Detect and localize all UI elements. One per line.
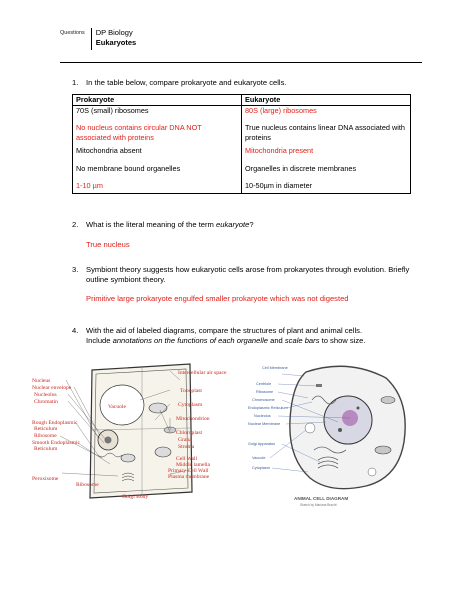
question-1 (60, 78, 416, 88)
label-chromosome: Chromosome (252, 398, 275, 402)
label-cell-membrane: Cell Membrane (262, 366, 288, 370)
question-text: With the aid of labeled diagrams, compare the structures of plant and animal cells. Include annotations on the functions of each organelle and scale bars to show size. (86, 326, 366, 345)
table-cell-text: 1-10 µm (76, 181, 103, 191)
question-3 (60, 265, 416, 285)
label-primary-cell-wall: Primary Cell Wall (168, 468, 209, 474)
label-chloroplast: Chloroplast (176, 430, 203, 436)
label-nucleolus: Nucleolus (34, 392, 57, 398)
eukaryote-cell (242, 106, 411, 194)
label-centriole: Centriole (256, 382, 272, 386)
label-rough-er: Rough Endoplasmic (32, 420, 78, 426)
label-cytoplasm: Cytoplasm (252, 466, 270, 470)
question-number: 2. (72, 220, 79, 229)
label-ribosome-bottom: Ribosome (76, 482, 99, 488)
table-cell-text: 70S (small) ribosomes (76, 106, 149, 115)
question-2 (60, 220, 416, 230)
label-golgi-apparatus: Golgi Apparatus (248, 442, 276, 446)
table-row (73, 106, 411, 194)
label-cytoplasm: Cytoplasm (178, 402, 203, 408)
label-grana: Grana (178, 437, 192, 443)
table-cell-text: No membrane bound organelles (76, 163, 181, 173)
question-number: 4. (72, 326, 79, 335)
label-mitochondrion: Mitochondrion (176, 416, 210, 422)
table-cell-text: Mitochondria present (245, 146, 314, 156)
label-plasma-membrane: Plasma membrane (168, 474, 210, 480)
question-text: In the table below, compare prokaryote and eukaryote cells. (86, 78, 287, 87)
label-vacuole: Vacuole (108, 404, 127, 410)
table-header-row (73, 95, 411, 106)
animal-cell-diagram (248, 360, 418, 510)
label-cell-wall: Cell Wall (176, 456, 198, 462)
header-eukaryote: Eukaryote (242, 95, 411, 106)
label-golgi-body: Golgi Body (122, 494, 149, 500)
table-cell-text: 10-50µm in diameter (245, 181, 313, 191)
header-rule (60, 62, 422, 63)
topic-title: Eukaryotes (95, 38, 137, 47)
header-prokaryote: Prokaryote (73, 95, 242, 106)
header-title-block (96, 28, 136, 50)
label-stroma: Stroma (178, 444, 195, 450)
comparison-table (72, 94, 411, 194)
table-cell-text: Mitochondria absent (76, 146, 142, 156)
label-nucleus: Nucleus (32, 378, 51, 384)
course-title: DP Biology (95, 28, 133, 37)
label-rough-er-2: Reticulum (34, 426, 58, 432)
label-vacuole: Vacuole (252, 456, 266, 460)
label-smooth-er-2: Reticulum (34, 446, 58, 452)
label-middle-lamella: Middle lamella (176, 462, 211, 468)
question-text: Symbiont theory suggests how eukaryotic cells arose from prokaryotes through evolution. Briefly outline symbiont theory. (86, 265, 410, 284)
label-smooth-er: Smooth Endoplasmic (32, 440, 81, 446)
label-tonoplast: Tonoplast (180, 388, 202, 394)
answer-q2: True nucleus (86, 240, 130, 249)
label-peroxisome: Peroxisome (32, 476, 59, 482)
animal-cell-title: ANIMAL CELL DIAGRAM (294, 496, 349, 501)
label-ribosome: Ribosome (34, 433, 57, 439)
answer-q3: Primitive large prokaryote engulfed smaller prokaryote which was not digested (86, 294, 349, 303)
table-cell-text: Organelles in discrete membranes (245, 163, 357, 173)
header-label: Questions (60, 30, 85, 36)
question-number: 1. (72, 78, 79, 87)
plant-cell-diagram (30, 360, 227, 510)
label-nuclear-envelope: Nuclear envelope (32, 385, 72, 391)
label-endoplasmic-reticulum: Endoplasmic Reticulum (248, 406, 288, 410)
question-text: What is the literal meaning of the term eukaryote? (86, 220, 254, 229)
table-cell-text: No nucleus contains circular DNA NOT associated with proteins (76, 123, 202, 142)
question-number: 3. (72, 265, 79, 274)
table-cell-text: True nucleus contains linear DNA associated with proteins (245, 123, 405, 142)
label-nuclear-membrane: Nuclear Membrane (248, 422, 281, 426)
label-chromatin: Chromatin (34, 399, 58, 405)
prokaryote-cell (73, 106, 242, 194)
header-divider (91, 28, 92, 50)
table-cell-text: 80S (large) ribosomes (245, 106, 317, 115)
label-ribosome: Ribosome (256, 390, 274, 394)
page-header (60, 28, 136, 50)
label-air-space: Intercellular air space (178, 370, 227, 376)
animal-cell-credit: Sketch by Mariana Bracht (300, 503, 337, 507)
question-4 (60, 326, 416, 346)
label-nucleolus: Nucleolus (254, 414, 271, 418)
